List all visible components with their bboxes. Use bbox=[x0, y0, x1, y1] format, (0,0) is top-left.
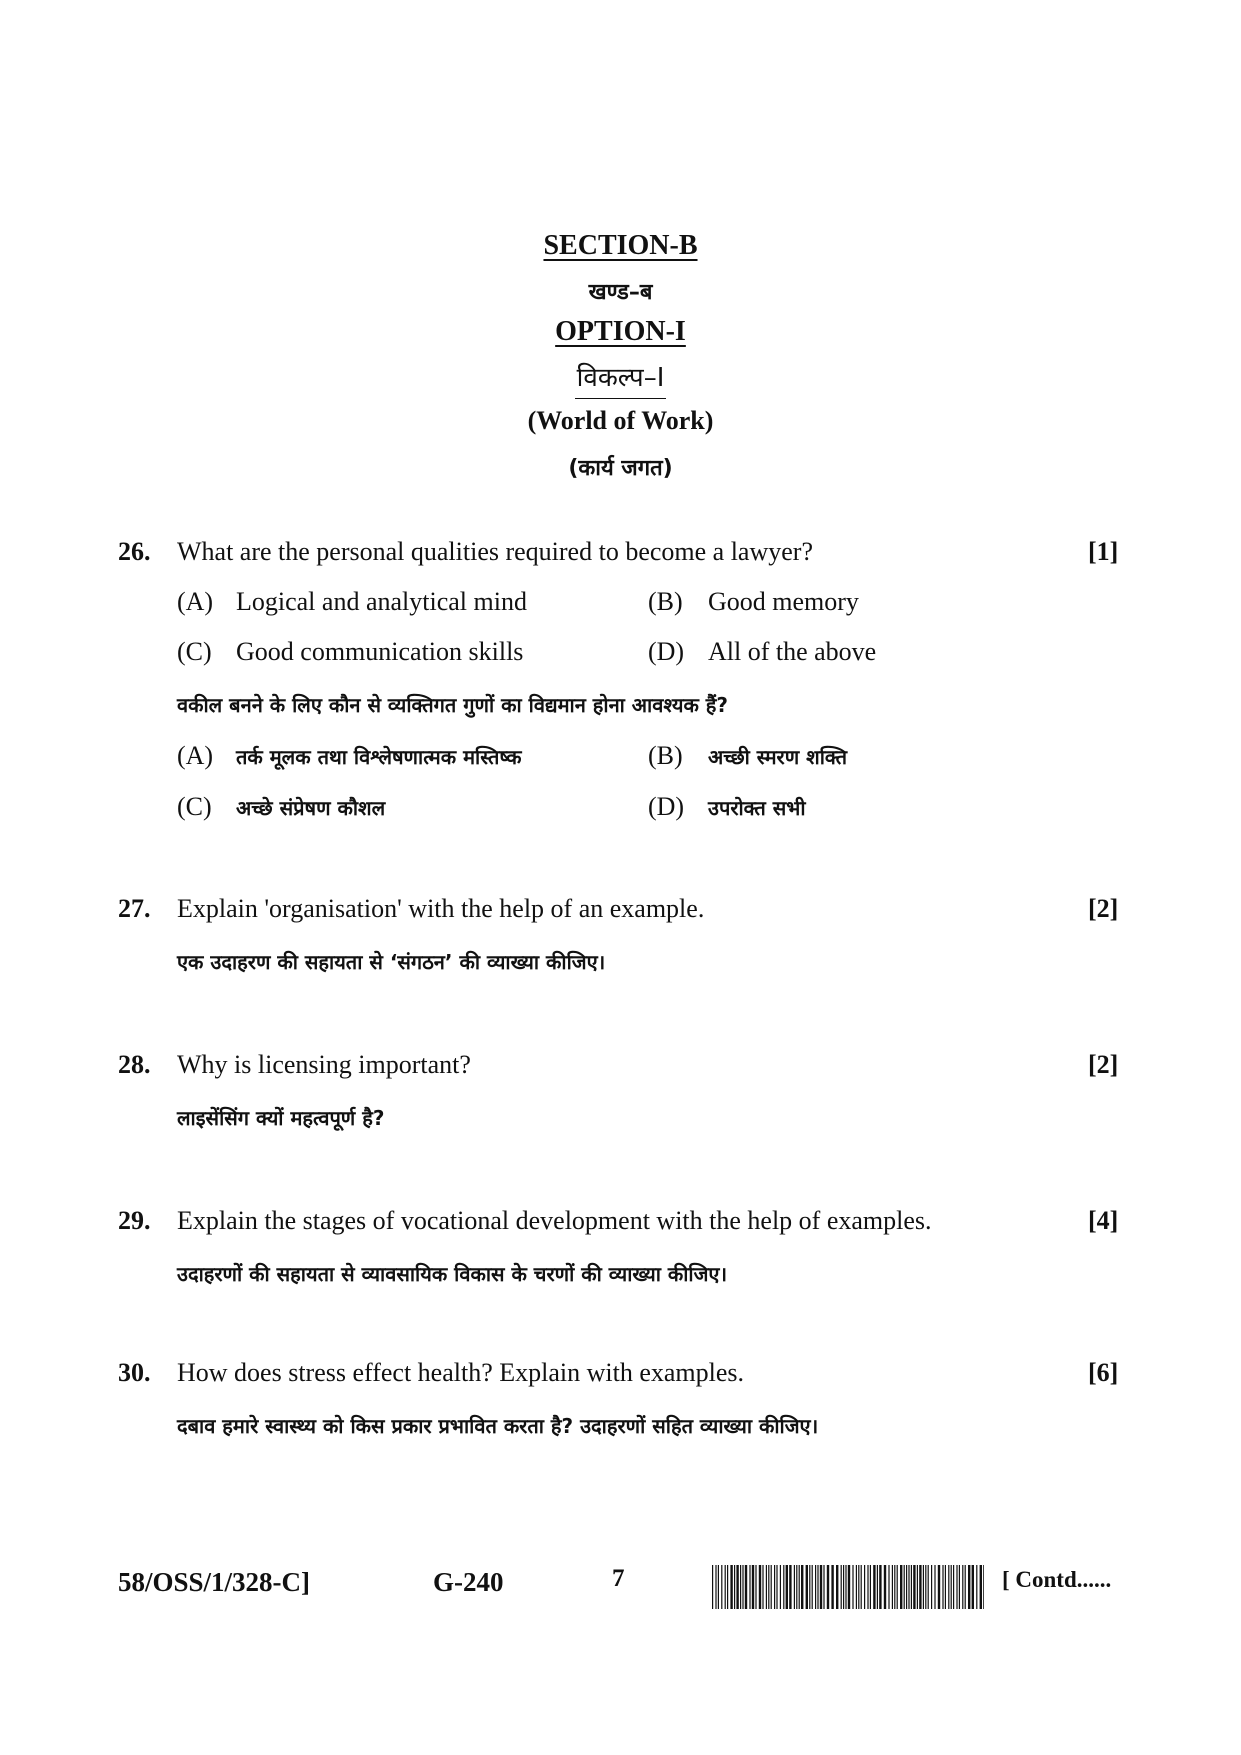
option-title-hindi: विकल्प–I bbox=[575, 358, 667, 399]
option-label: (B) bbox=[648, 587, 683, 616]
page-number: 7 bbox=[612, 1565, 625, 1592]
option-label: (D) bbox=[648, 792, 685, 821]
question-text-hindi: एक उदाहरण की सहायता से ‘संगठन’ की व्याख्या कीजिए। bbox=[177, 950, 606, 974]
question-text-hindi: वकील बनने के लिए कौन से व्यक्तिगत गुणों का विद्यमान होना आवश्यक हैं? bbox=[177, 693, 729, 717]
option-text-hindi: तर्क मूलक तथा विश्लेषणात्मक मस्तिष्क bbox=[236, 745, 522, 769]
option-label: (A) bbox=[177, 741, 214, 770]
question-marks: [4] bbox=[1088, 1206, 1119, 1235]
option-text: Good communication skills bbox=[236, 637, 524, 666]
question-number: 30. bbox=[118, 1358, 151, 1387]
option-label: (C) bbox=[177, 637, 212, 666]
question-text: What are the personal qualities required to become a lawyer? bbox=[177, 537, 813, 566]
option-text-hindi: अच्छी स्मरण शक्ति bbox=[708, 745, 848, 769]
section-title: SECTION-B bbox=[543, 230, 698, 261]
topic-title-hindi: (कार्य जगत) bbox=[568, 456, 673, 481]
option-label: (C) bbox=[177, 792, 212, 821]
section-title-hindi: खण्ड–ब bbox=[588, 280, 653, 305]
option-text: Good memory bbox=[708, 587, 859, 616]
question-marks: [1] bbox=[1088, 537, 1119, 566]
topic-title: (World of Work) bbox=[527, 406, 714, 435]
option-label: (B) bbox=[648, 741, 683, 770]
option-text: Logical and analytical mind bbox=[236, 587, 527, 616]
question-text: Explain the stages of vocational development with the help of examples. bbox=[177, 1206, 932, 1235]
question-marks: [6] bbox=[1088, 1358, 1119, 1387]
question-number: 26. bbox=[118, 537, 151, 566]
option-label: (A) bbox=[177, 587, 214, 616]
paper-code: 58/OSS/1/328-C] bbox=[118, 1567, 311, 1597]
question-text-hindi: लाइसेंसिंग क्यों महत्वपूर्ण है? bbox=[177, 1106, 385, 1130]
question-number: 28. bbox=[118, 1050, 151, 1079]
question-marks: [2] bbox=[1088, 894, 1119, 923]
question-marks: [2] bbox=[1088, 1050, 1119, 1079]
question-text: How does stress effect health? Explain with examples. bbox=[177, 1358, 745, 1387]
barcode bbox=[712, 1565, 984, 1609]
question-text: Why is licensing important? bbox=[177, 1050, 471, 1079]
question-number: 29. bbox=[118, 1206, 151, 1235]
question-text-hindi: दबाव हमारे स्वास्थ्य को किस प्रकार प्रभावित करता है? उदाहरणों सहित व्याख्या कीजिए। bbox=[177, 1414, 819, 1438]
option-title: OPTION-I bbox=[555, 316, 686, 347]
option-text-hindi: उपरोक्त सभी bbox=[708, 796, 806, 820]
option-label: (D) bbox=[648, 637, 685, 666]
option-text-hindi: अच्छे संप्रेषण कौशल bbox=[236, 796, 386, 820]
series-code: G-240 bbox=[433, 1567, 504, 1597]
question-text-hindi: उदाहरणों की सहायता से व्यावसायिक विकास के चरणों की व्याख्या कीजिए। bbox=[177, 1262, 728, 1286]
question-number: 27. bbox=[118, 894, 151, 923]
contd-label: [ Contd...... bbox=[1002, 1567, 1112, 1592]
option-text: All of the above bbox=[708, 637, 877, 666]
question-text: Explain 'organisation' with the help of an example. bbox=[177, 894, 705, 923]
